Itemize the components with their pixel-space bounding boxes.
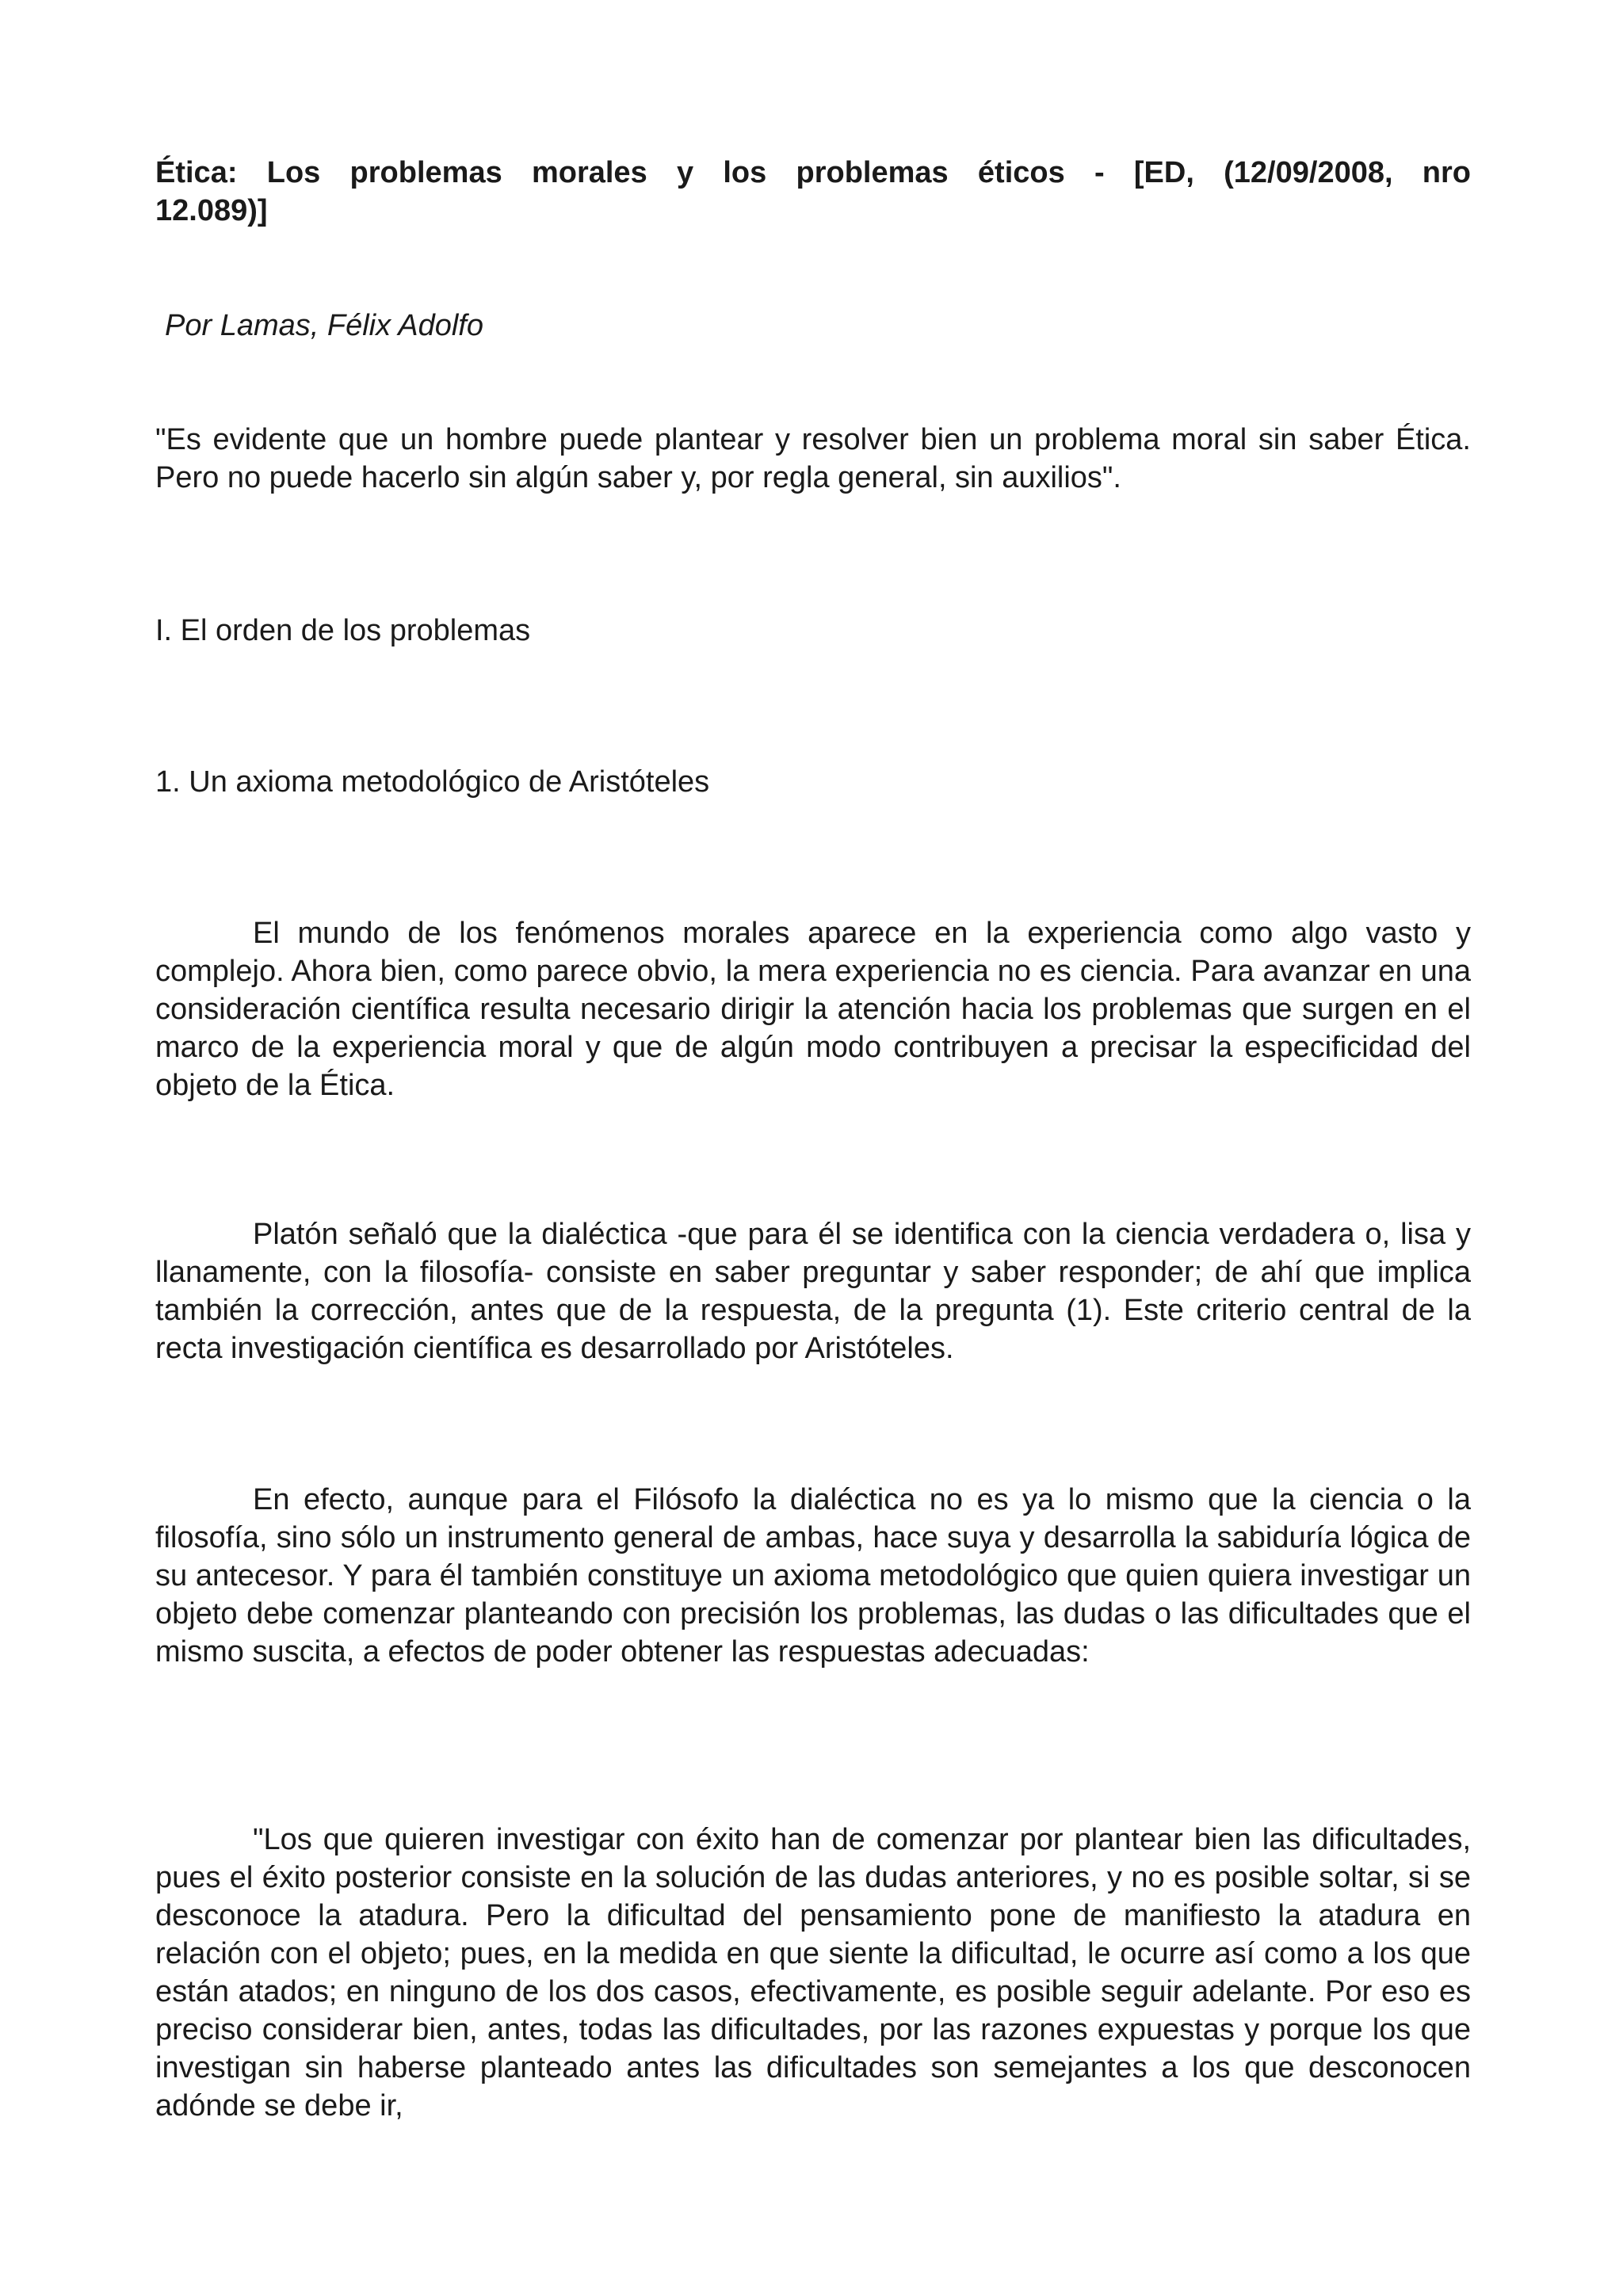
paragraph-3: En efecto, aunque para el Filósofo la dialéctica no es ya lo mismo que la ciencia o la filosofía, sino sólo un instrumento general de ambas, hace suya y desarrolla la sabiduría lógica de su antecesor. Y para él también constituye un axioma metodológico que quien quiera investigar un objeto debe comenzar planteando con precisión los problemas, las dudas o las dificultades que el mismo suscita, a efectos de poder obtener las respuestas adecuadas: (155, 1483, 1471, 1669)
paragraph-1: El mundo de los fenómenos morales aparece en la experiencia como algo vasto y complejo. Ahora bien, como parece obvio, la mera experiencia no es ciencia. Para avanzar en una consideración científica resulta necesario dirigir la atención hacia los problemas que surgen en el marco de la experiencia moral y que de algún modo contribuyen a precisar la especificidad del objeto de la Ética. (155, 917, 1471, 1102)
epigraph: "Es evidente que un hombre puede plantear y resolver bien un problema moral sin saber Ética. Pero no puede hacerlo sin algún saber y, por regla general, sin auxilios". (155, 423, 1471, 494)
paragraph-2: Platón señaló que la dialéctica -que para él se identifica con la ciencia verdadera o, lisa y llanamente, con la filosofía- consiste en saber preguntar y saber responder; de ahí que implica también la corrección, antes que de la respuesta, de la pregunta (1). Este criterio central de la recta investigación científica es desarrollado por Aristóteles. (155, 1218, 1471, 1365)
paragraph-4: "Los que quieren investigar con éxito han de comenzar por plantear bien las dificultades, pues el éxito posterior consiste en la solución de las dudas anteriores, y no es posible soltar, si se desconoce la atadura. Pero la dificultad del pensamiento pone de manifiesto la atadura en relación con el objeto; pues, en la medida en que siente la dificultad, le ocurre así como a los que están atados; en ninguno de los dos casos, efectivamente, es posible seguir adelante. Por eso es preciso considerar bien, antes, todas las dificultades, por las razones expuestas y porque los que investigan sin haberse planteado antes las dificultades son semejantes a los que desconocen adónde se debe ir, (155, 1823, 1471, 2122)
document-author: Por Lamas, Félix Adolfo (165, 309, 483, 342)
subsection-heading: 1. Un axioma metodológico de Aristóteles (155, 765, 710, 799)
section-heading: I. El orden de los problemas (155, 614, 531, 647)
document-page (155, 0, 1471, 2296)
document-title: Ética: Los problemas morales y los problemas éticos - [ED, (12/09/2008, nro 12.089)] (155, 156, 1471, 227)
